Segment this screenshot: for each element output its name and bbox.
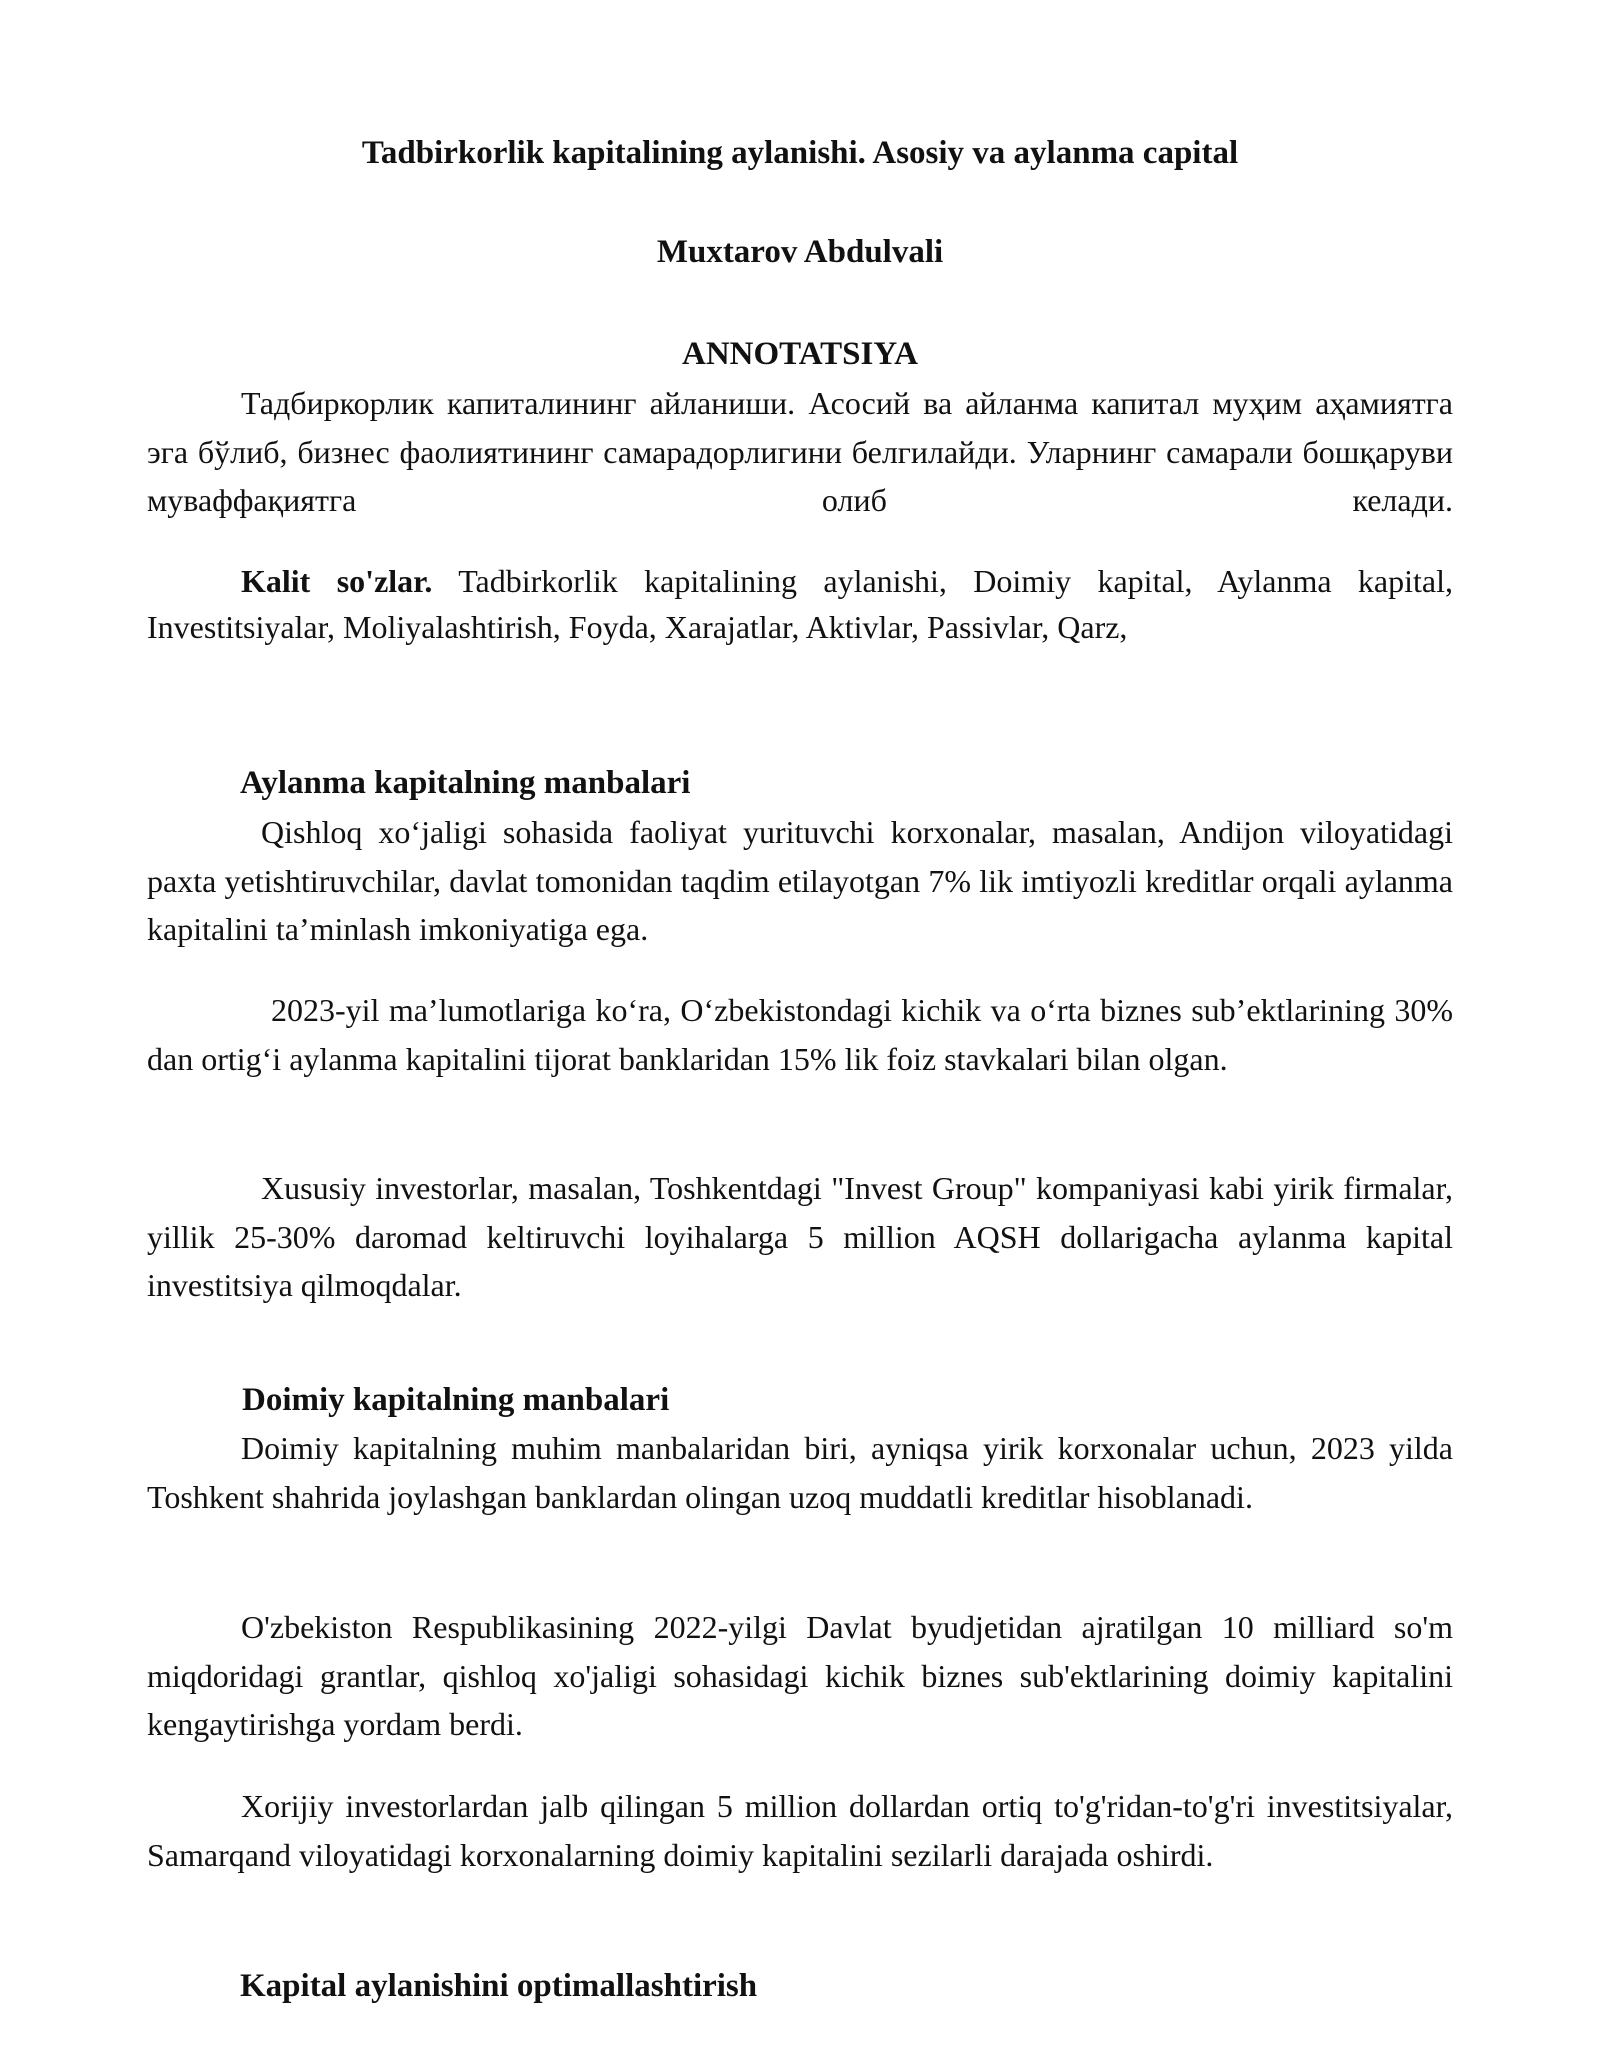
annotation-heading: ANNOTATSIYA	[682, 336, 918, 372]
document-page	[147, 0, 1453, 2070]
author-name: Muxtarov Abdulvali	[656, 234, 944, 270]
section-heading-optimallashtirish: Kapital aylanishini optimallashtirish	[240, 1968, 758, 2004]
paragraph-doimiy-2: O'zbekiston Respublikasining 2022-yilgi Davlat byudjetidan ajratilgan 10 milliard so'm miqdoridagi grantlar, qishloq xo'jaligi sohasidagi kichik biznes sub'ektlarining doimiy kapitalini kengaytirishga yordam berdi.	[147, 1609, 1453, 1742]
paragraph-doimiy-3: Xorijiy investorlardan jalb qilingan 5 million dollardan ortiq to'g'ridan-to'g'ri investitsiyalar, Samarqand viloyatidagi korxonalarning doimiy kapitalini sezilarli darajada oshirdi.	[147, 1788, 1453, 1873]
section-heading-aylanma: Aylanma kapitalning manbalari	[240, 765, 691, 801]
keywords-label: Kalit so'zlar.	[241, 563, 433, 599]
keywords-text: Tadbirkorlik kapitalining aylanishi, Doimiy kapital, Aylanma kapital, Investitsiyalar, Moliyalashtirish, Foyda, Xarajatlar, Aktivlar, Passivlar, Qarz,	[147, 563, 1453, 645]
paragraph-aylanma-3: Xususiy investorlar, masalan, Toshkentdagi "Invest Group" kompaniyasi kabi yirik firmalar, yillik 25-30% daromad keltiruvchi loyihalarga 5 million AQSH dollarigacha aylanma kapital investitsiya qilmoqdalar.	[147, 1170, 1453, 1303]
keywords-paragraph	[147, 558, 1453, 650]
paragraph-aylanma-1: Qishloq xo‘jaligi sohasida faoliyat yurituvchi korxonalar, masalan, Andijon viloyatidagi paxta yetishtiruvchilar, davlat tomonidan taqdim etilayotgan 7% lik imtiyozli kreditlar orqali aylanma kapitalini ta’minlash imkoniyatiga ega.	[147, 814, 1453, 947]
document-title: Tadbirkorlik kapitalining aylanishi. Asosiy va aylanma capital	[361, 135, 1239, 171]
section-heading-doimiy: Doimiy kapitalning manbalari	[242, 1382, 670, 1418]
paragraph-doimiy-1: Doimiy kapitalning muhim manbalaridan biri, ayniqsa yirik korxonalar uchun, 2023 yilda Toshkent shahrida joylashgan banklardan olingan uzoq muddatli kreditlar hisoblanadi.	[147, 1430, 1453, 1515]
paragraph-aylanma-2: 2023-yil ma’lumotlariga ko‘ra, O‘zbekistondagi kichik va o‘rta biznes sub’ektlarining 30% dan ortig‘i aylanma kapitalini tijorat banklaridan 15% lik foiz stavkalari bilan olgan.	[147, 992, 1453, 1077]
annotation-text: Тадбиркорлик капиталининг айланиши. Асосий ва айланма капитал муҳим аҳамиятга эга бўлиб, бизнес фаолиятининг самарадорлигини белгилайди. Уларнинг самарали бошқаруви муваффақиятга олиб келади.	[147, 385, 1453, 518]
